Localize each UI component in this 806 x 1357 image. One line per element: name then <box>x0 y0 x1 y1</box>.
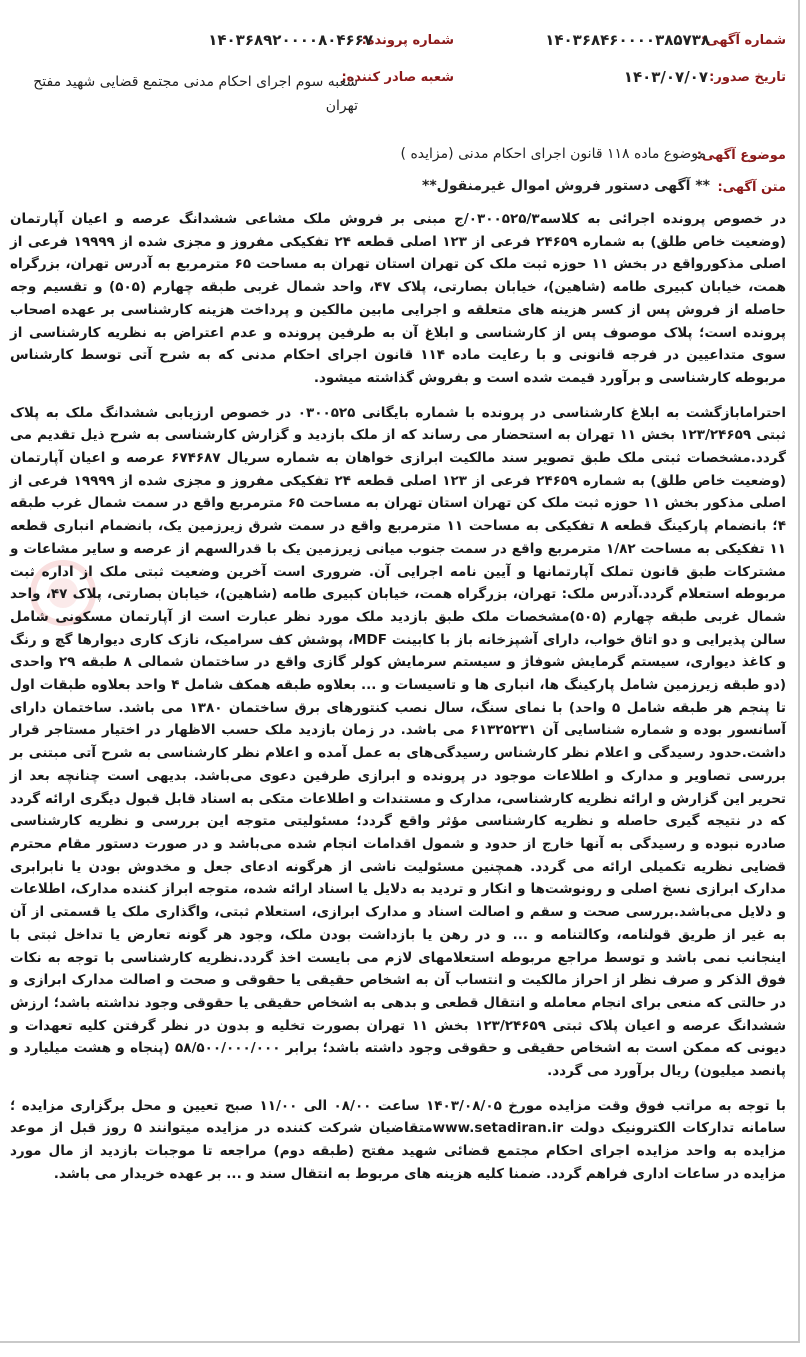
text-title: ** آگهی دستور فروش اموال غیرمنقول** <box>422 178 710 194</box>
issue-date: ۱۴۰۳/۰۷/۰۷ <box>623 68 708 86</box>
paragraph-execution-case: در خصوص پرونده اجرائی به کلاسه۰۳۰۰۵۲۵/۳/ج مبنی بر فروش ملک مشاعی ششدانگ عرصه و اعیان آپارتمان (وضعیت خاص طلق) به شماره ۲۴۶۵۹ فرعی از ۱۲۳ اصلی قطعه ۲۴ تفکیکی مفروز و مجزی شده از ۱۹۹۹۹ فرعی از اصلی مذکورواقع در بخش ۱۱ حوزه ثبت ملک کن تهران استان تهران به مساحت ۶۵ مترمربع به آدرس تهران، بزرگراه همت، خیابان کبیری طامه (شاهین)، خیابان بصارتی، پلاک ۴۷، واحد شمال غربی طبقه چهارم (۵۰۵) و تقسیم وجه حاصله از فروش پس از کسر هزینه های متعلقه و اجرایی مابین مالکین و پرداخت هزینه کارشناسی بر عهده اصحاب پرونده است؛ پلاک موصوف پس از کارشناسی و ابلاغ آن به طرفین پرونده و عدم اعتراض به نظریه کارشناسی از سوی متداعیین در فرجه قانونی و با رعایت ماده ۱۱۴ قانون اجرای احکام مدنی که به شرح آتی توسط کارشناس مربوطه کارشناسی و برآورد قیمت شده است و بفروش گذاشته میشود. <box>10 211 786 386</box>
file-number: ۱۴۰۳۶۸۹۲۰۰۰۰۸۰۴۶۶۷ <box>208 31 373 49</box>
ad-number: ۱۴۰۳۶۸۴۶۰۰۰۰۳۸۵۷۳۸ <box>545 31 710 49</box>
subject-label: موضوع آگهی: <box>696 148 786 163</box>
ad-number-label: شماره آگهی: <box>700 33 786 48</box>
ad-body <box>10 208 786 1198</box>
paragraph-auction-details: با توجه به مراتب فوق وقت مزایده مورخ ۱۴۰۳/۰۸/۰۵ ساعت ۰۸/۰۰ الی ۱۱/۰۰ صبح تعیین و محل برگزاری مزایده ؛سامانه تدارکات الکترونیک دولت www.setadiran.irمتقاضیان شرکت کننده در مزایده میتوانند ۵ روز قبل از موعد مزایده به واحد مزایده اجرای احکام مجتمع قضائی شهید مفتح (طبقه دوم) مراجعه تا موجبات بازدید از مال مورد مزایده در ساعات اداری فراهم گردد. ضمنا کلیه هزینه های مربوط به انتقال سند و ... بر عهده خریدار می باشد. <box>10 1097 786 1182</box>
paragraph-expert-report: احترامابازگشت به ابلاغ کارشناسی در پرونده با شماره بایگانی ۰۳۰۰۵۲۵ در خصوص ارزیابی ششدانگ ملک به پلاک ثبتی ۱۲۳/۲۴۶۵۹ بخش ۱۱ تهران به استحضار می رساند که از ملک بازدید و گزارش کارشناسی به شرح ذیل تقدیم می گردد.مشخصات ثبتی ملک طبق تصویر سند مالکیت ابرازی خواهان به شماره سریال ۶۷۴۶۸۷ عرصه و اعیان آپارتمان (وضعیت خاص طلق) به شماره ۲۴۶۵۹ فرعی از ۱۲۳ اصلی قطعه ۲۴ تفکیکی مفروز و مجزی شده از ۱۹۹۹۹ فرعی از اصلی مذکور بخش ۱۱ حوزه ثبت ملک کن تهران استان تهران به مساحت ۶۵ مترمربع واقع در سمت شمال غرب طبقه ۴؛ بانضمام پارکینگ قطعه ۸ تفکیکی به مساحت ۱۱ مترمربع واقع در سمت شرق زیرزمین یک، بانضمام انباری قطعه ۱۱ تفکیکی به مساحت ۱/۸۲ مترمربع واقع در سمت جنوب میانی زیرزمین یک با قدرالسهم از عرصه و سایر مشاعات و مشترکات طبق قانون تملک آپارتمانها و آیین نامه اجرایی آن. ضروری است آخرین وضعیت ثبتی ملک از اداره ثبت مربوطه استعلام گردد.آدرس ملک: تهران، بزرگراه همت، خیابان کبیری طامه (شاهین)، خیابان بصارتی، پلاک ۴۷، واحد شمال غربی طبقه چهارم (۵۰۵)مشخصات ملک طبق بازدید ملک مورد نظر عبارت است از آپارتمان مسکونی شامل سالن پذیرایی و دو اتاق خواب، دارای آشپزخانه باز با کابینت MDF، پوشش کف سرامیک، نازک کاری دیوارها گچ و رنگ و کاغذ دیواری، سیستم گرمایش شوفاژ و سیستم سرمایش کولر گازی واقع در ساختمان شمالی ۸ طبقه ۲۹ واحدی (دو طبقه زیرزمین شامل پارکینگ ها، انباری ها و تاسیسات و ... بعلاوه طبقه همکف شامل ۴ واحد بعلاوه طبقات اول تا پنجم هر طبقه شامل ۵ واحد) با نمای سنگ، سال نصب کنتورهای برق ساختمان ۱۳۸۰ می باشد. ساختمان دارای آسانسور بوده و شماره شناسایی آن ۶۱۳۲۵۲۳۱ می باشد. در زمان بازدید ملک حسب الاظهار در اختیار مستاجر قرار داشت.حدود رسیدگی و اعلام نظر کارشناس رسیدگی‌های به عمل آمده و اعلام نظر کارشناسی به شرح آتی مبتنی بر بررسی تصاویر و مدارک و اطلاعات موجود در پرونده و ابرازی طرفین دعوی می‌باشد. بدیهی است چنانچه بعد از تحریر این گزارش و ارائه نظریه کارشناسی، مدارک و مستندات و اطلاعات متکی به اسناد قابل قبول دیگری ارائه گردد که در نتیجه گیری حاصله و نظریه کارشناسی مؤثر واقع گردد؛ مسئولیتی متوجه این بررسی و نظریه کارشناسی صادره نبوده و رسیدگی به آنها خارج از حدود و شمول اقدامات انجام شده می‌باشد و در صورت دستور مقام محترم قضایی نظریه تکمیلی ارائه می گردد. همچنین مسئولیت ناشی از هرگونه ادعای جعل و مخدوش بودن یا نابرابری مدارک ابرازی نسخ اصلی و رونوشت‌ها و انکار و تردید به دلایل یا اسناد ارائه شده، متوجه ابراز کننده مدارک، اطلاعات و دلایل می‌باشد.بررسی صحت و سقم و اصالت اسناد و مدارک ابرازی، استعلام ثبتی، واگذاری ملک یا قسمتی از آن به غیر از طریق قولنامه، وکالتنامه و ... و در رهن یا بازداشت بودن ملک، وجود هر گونه تعارض یا تداخل ثبتی با اینجانب نمی باشد و توسط مراجع مربوطه استعلامهای لازم می بایست اخذ گردد.نظریه کارشناسی با توجه به نکات فوق الذکر و صرف نظر از احراز مالکیت و انتساب آن به اشخاص حقیقی یا حقوقی و صحت و اصالت مدارک ابرازی و در حالتی که منعی برای انجام معامله و انتقال قطعی و بدهی به اشخاص حقیقی یا حقوقی وجود نداشته باشد؛ ارزش ششدانگ عرصه و اعیان پلاک ثبتی ۱۲۳/۲۴۶۵۹ بخش ۱۱ تهران بصورت تخلیه و بدون در نظر گرفتن کلیه تعهدات و دیونی که ممکن است به اشخاص حقیقی و حقوقی وجود داشته باشد؛ برابر ۵۸/۵۰۰/۰۰۰/۰۰۰ (پنجاه و هشت میلیارد و پانصد میلیون) ریال برآورد می گردد. <box>10 404 787 1080</box>
file-number-label: شماره پرونده: <box>361 33 454 48</box>
issue-date-label: تاریخ صدور: <box>709 70 786 85</box>
issuer: شعبه سوم اجرای احکام مدنی مجتمع قضایی شهید مفتح تهران <box>33 74 358 114</box>
subject: موضوع ماده ۱۱۸ قانون اجرای احکام مدنی (مزایده ) <box>400 146 706 162</box>
text-label: متن آگهی: <box>717 180 786 195</box>
issuer-label: شعبه صادر کننده: <box>341 70 454 85</box>
